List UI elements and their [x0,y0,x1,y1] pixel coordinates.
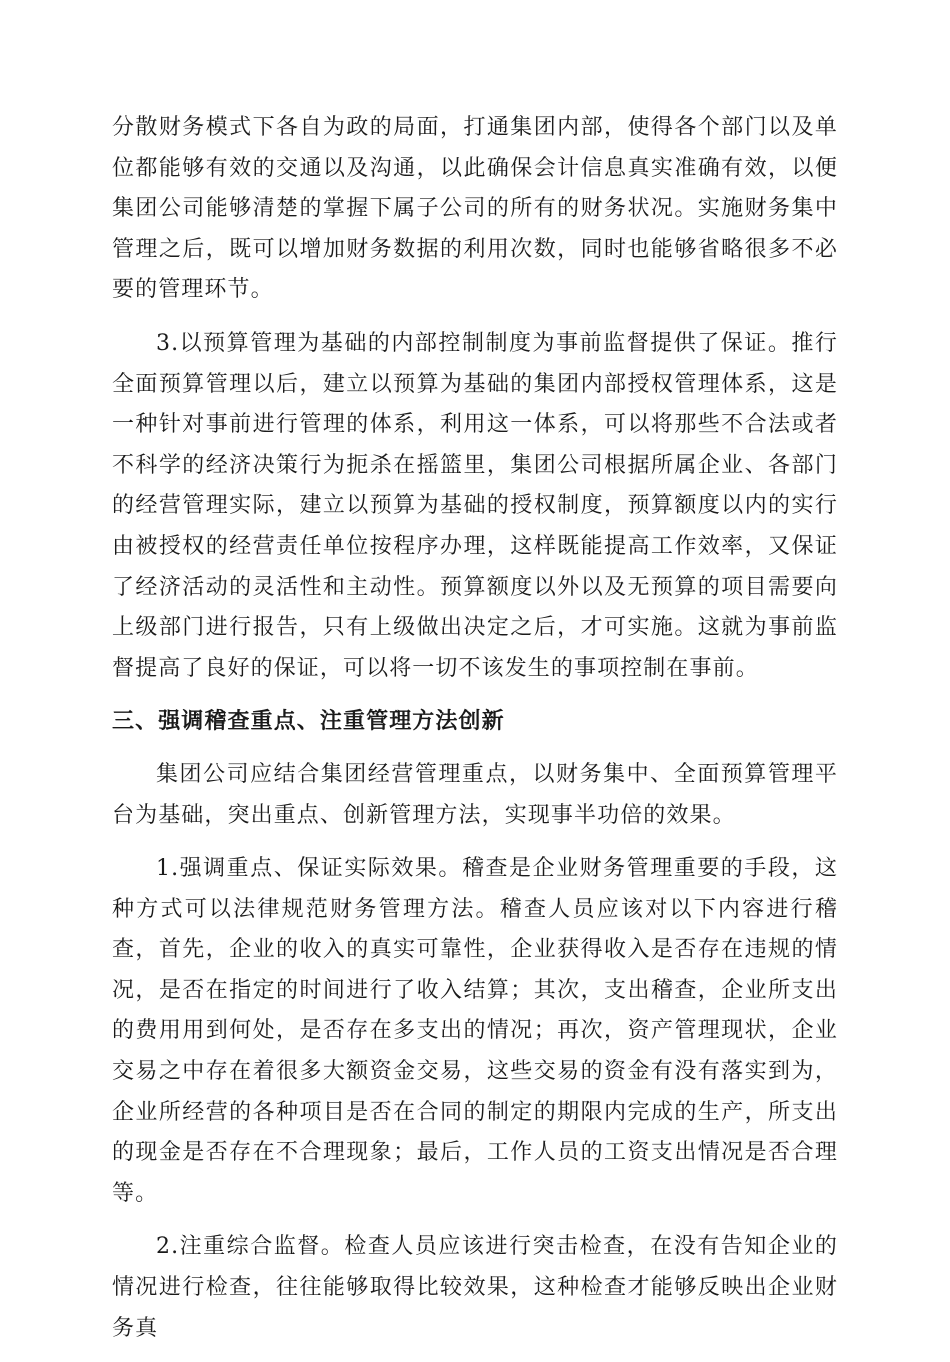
paragraph-section-intro: 集团公司应结合集团经营管理重点，以财务集中、全面预算管理平台为基础，突出重点、创新管理方法，实现事半功倍的效果。 [112,761,838,828]
paragraph-financial-centralization: 分散财务模式下各自为政的局面，打通集团内部，使得各个部门以及单位都能够有效的交通以及沟通，以此确保会计信息真实准确有效，以便集团公司能够清楚的掌握下属子公司的所有的财务状况。实施财务集中管理之后，既可以增加财务数据的利用次数，同时也能够省略很多不必要的管理环节。 [112,115,838,303]
paragraph-budget-control: 3.以预算管理为基础的内部控制制度为事前监督提供了保证。推行全面预算管理以后，建立以预算为基础的集团内部授权管理体系，这是一种针对事前进行管理的体系，利用这一体系，可以将那些不合法或者不科学的经济决策行为扼杀在摇篮里，集团公司根据所属企业、各部门的经营管理实际，建立以预算为基础的授权制度，预算额度以内的实行由被授权的经营责任单位按程序办理，这样既能提高工作效率，又保证了经济活动的灵活性和主动性。预算额度以外以及无预算的项目需要向上级部门进行报告，只有上级做出决定之后，才可实施。这就为事前监督提高了良好的保证，可以将一切不该发生的事项控制在事前。 [112,330,838,681]
paragraph-comprehensive-supervision: 2.注重综合监督。检查人员应该进行突击检查，在没有告知企业的情况进行检查，往往能够取得比较效果，这种检查才能够反映出企业财务真 [112,1234,838,1341]
section-heading: 三、强调稽查重点、注重管理方法创新 [112,709,505,735]
paragraph-audit-focus: 1.强调重点、保证实际效果。稽查是企业财务管理重要的手段，这种方式可以法律规范财务管理方法。稽查人员应该对以下内容进行稽查，首先，企业的收入的真实可靠性，企业获得收入是否存在违规的情况，是否在指定的时间进行了收入结算；其次，支出稽查，企业所支出的费用用到何处，是否存在多支出的情况；再次，资产管理现状，企业交易之中存在着很多大额资金交易，这些交易的资金有没有落实到为，企业所经营的各种项目是否在合同的制定的期限内完成的生产，所支出的现金是否存在不合理现象；最后，工作人员的工资支出情况是否合理等。 [112,856,838,1206]
document-body [112,108,838,1362]
